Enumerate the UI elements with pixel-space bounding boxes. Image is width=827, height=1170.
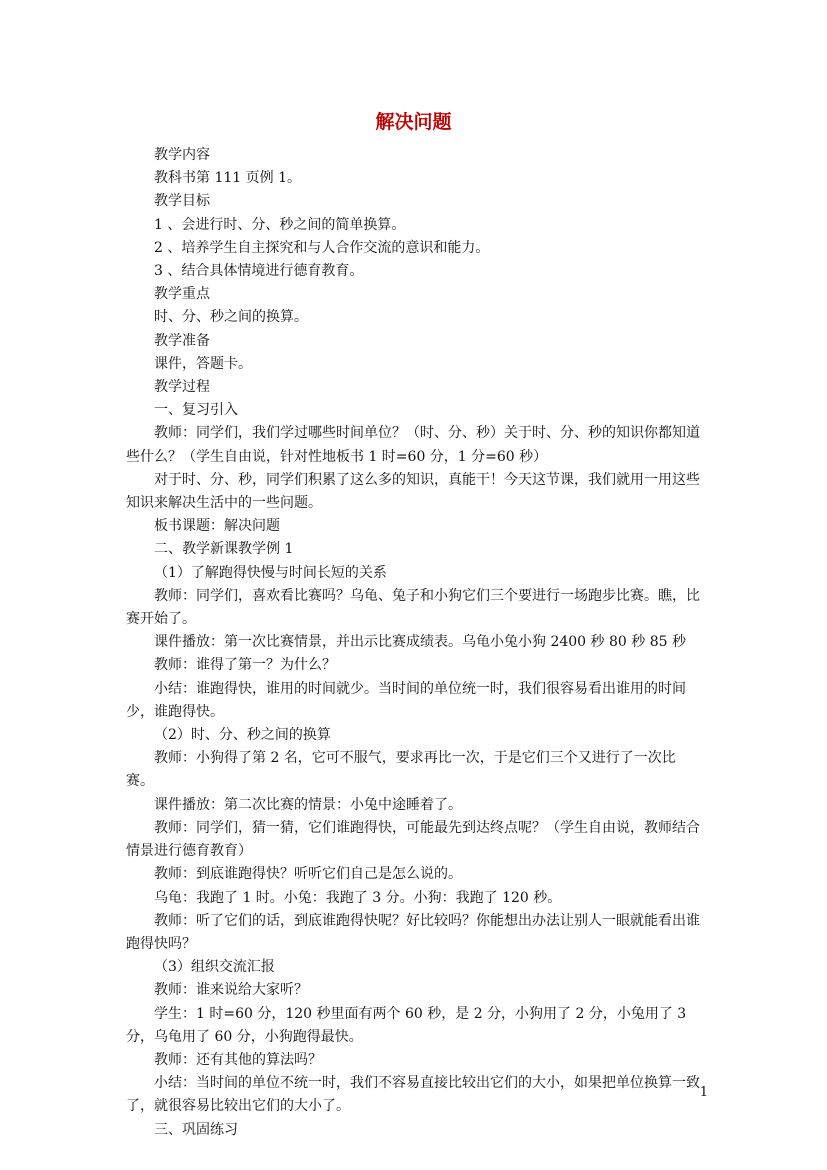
paragraph: 板书课题：解决问题 — [154, 518, 280, 535]
paragraph: 教学目标 — [154, 193, 210, 210]
paragraph: 课件播放：第二次比赛的情景：小兔中途睡着了。 — [154, 796, 462, 813]
paragraph: 教师：谁来说给大家听？ — [154, 982, 308, 999]
paragraph: 1 、会进行时、分、秒之间的简单换算。 — [154, 216, 406, 233]
paragraph: 时、分、秒之间的换算。 — [154, 309, 308, 326]
paragraph: 二、教学新课教学例 1 — [154, 541, 294, 558]
paragraph: 教师：同学们，我们学过哪些时间单位？（时、分、秒）关于时、分、秒的知识你都知道些什么？（学生自由说，针对性地板书 1 时=60 分，1 分=60 秒） — [126, 425, 700, 465]
document-title: 解决问题 — [375, 111, 452, 133]
paragraph: 三、巩固练习 — [154, 1121, 238, 1138]
document-body — [126, 144, 702, 1142]
page-number: 1 — [699, 1085, 708, 1100]
paragraph: 教师：同学们，猜一猜，它们谁跑得快，可能最先到达终点呢？（学生自由说，教师结合情景进行德育教育） — [126, 819, 700, 860]
paragraph: 一、复习引入 — [154, 402, 238, 419]
paragraph: 教学过程 — [154, 379, 210, 396]
paragraph: 教师：到底谁跑得快？听听它们自己是怎么说的。 — [154, 866, 462, 883]
paragraph: 学生：1 时=60 分，120 秒里面有两个 60 秒，是 2 分，小狗用了 2 分，小兔用了 3 分，乌龟用了 60 分，小狗跑得最快。 — [126, 1005, 687, 1045]
paragraph: 教师：小狗得了第 2 名，它可不服气，要求再比一次，于是它们三个又进行了一次比赛。 — [126, 750, 676, 790]
paragraph: 课件，答题卡。 — [154, 355, 252, 372]
paragraph: 对于时、分、秒，同学们积累了这么多的知识，真能干！今天这节课，我们就用一用这些知识来解决生活中的一些问题。 — [126, 471, 700, 512]
paragraph: 教科书第 111 页例 1。 — [154, 170, 301, 187]
paragraph: 教学准备 — [154, 332, 210, 349]
paragraph: 小结：当时间的单位不统一时，我们不容易直接比较出它们的大小，如果把单位换算一致了，就很容易比较出它们的大小了。 — [126, 1075, 700, 1115]
paragraph: 乌龟：我跑了 1 时。小兔：我跑了 3 分。小狗：我跑了 120 秒。 — [154, 889, 562, 906]
paragraph: 小结：谁跑得快，谁用的时间就少。当时间的单位统一时，我们很容易看出谁用的时间少，谁跑得快。 — [126, 680, 686, 720]
paragraph: （3）组织交流汇报 — [154, 959, 275, 976]
paragraph: （1）了解跑得快慢与时间长短的关系 — [154, 564, 387, 581]
paragraph: 教师：还有其他的算法吗？ — [154, 1051, 322, 1068]
paragraph: 3 、结合具体情境进行德育教育。 — [154, 263, 364, 280]
paragraph: 教师：谁得了第一？为什么？ — [154, 657, 336, 674]
paragraph: 2 、培养学生自主探究和与人合作交流的意识和能力。 — [154, 239, 490, 256]
paragraph: （2）时、分、秒之间的换算 — [154, 727, 331, 744]
paragraph: 教师：听了它们的话，到底谁跑得快呢？好比较吗？你能想出办法让别人一眼就能看出谁跑得快吗？ — [126, 912, 700, 952]
paragraph: 教学重点 — [154, 286, 210, 303]
paragraph: 教师：同学们，喜欢看比赛吗？乌龟、兔子和小狗它们三个要进行一场跑步比赛。瞧，比赛开始了。 — [126, 587, 700, 628]
paragraph: 教学内容 — [154, 147, 210, 163]
paragraph: 课件播放：第一次比赛情景，并出示比赛成绩表。乌龟小兔小狗 2400 秒 80 秒 85 秒 — [154, 634, 686, 651]
